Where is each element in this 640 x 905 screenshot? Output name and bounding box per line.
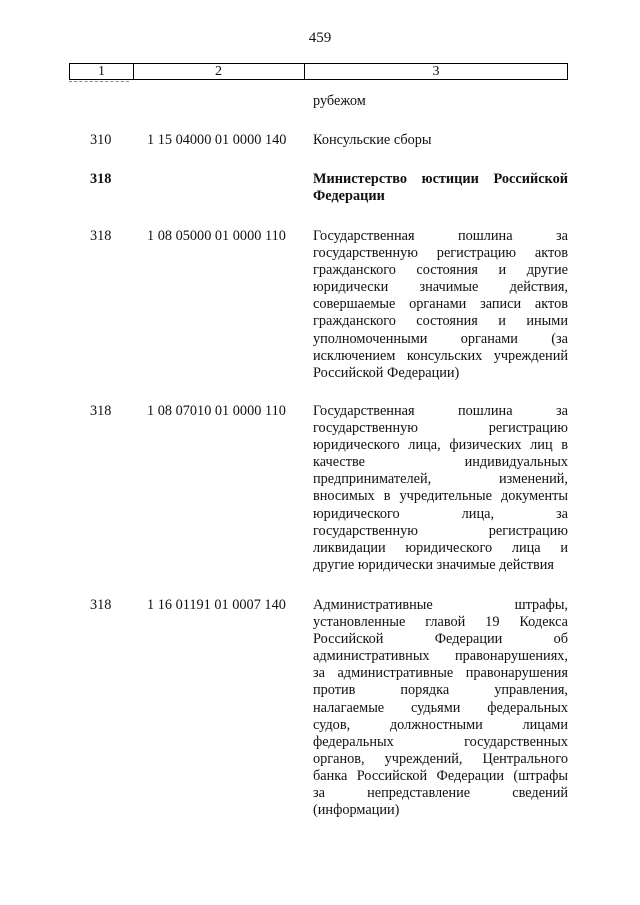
description-line: Государственная пошлина за bbox=[313, 403, 568, 419]
continuation-text: рубежом bbox=[313, 93, 366, 109]
description-line: вносимых в учредительные документы bbox=[313, 488, 568, 505]
header-col-2: 2 bbox=[133, 64, 305, 79]
row-admin-code: 318 bbox=[90, 171, 112, 187]
header-col-1: 1 bbox=[70, 64, 134, 79]
description-line: установленные главой 19 Кодекса bbox=[313, 614, 568, 631]
description-line: федеральных государственных bbox=[313, 733, 568, 750]
description-line: другие юридически значимые действия bbox=[313, 556, 554, 573]
description-line: государственную регистрацию актов bbox=[313, 245, 568, 262]
description-line: Административные штрафы, bbox=[313, 597, 568, 613]
description-line: юридического лица, физических лиц в bbox=[313, 437, 568, 454]
row-description bbox=[313, 228, 568, 382]
description-line: Федерации bbox=[313, 188, 385, 205]
table-header bbox=[69, 63, 568, 80]
row-description bbox=[313, 132, 568, 149]
description-line: исключением консульских учреждений bbox=[313, 347, 568, 364]
description-line: Консульские сборы bbox=[313, 132, 432, 148]
description-line: ликвидации юридического лица и bbox=[313, 539, 568, 556]
row-admin-code: 318 bbox=[90, 228, 112, 244]
row-admin-code: 318 bbox=[90, 403, 112, 419]
description-line: государственную регистрацию bbox=[313, 420, 568, 437]
header-underline-dash bbox=[69, 81, 129, 83]
row-revenue-code: 1 16 01191 01 0007 140 bbox=[147, 597, 286, 613]
description-line: Государственная пошлина за bbox=[313, 228, 568, 244]
description-line: налагаемые судьями федеральных bbox=[313, 699, 568, 716]
description-line: качестве индивидуальных bbox=[313, 454, 568, 471]
page-number: 459 bbox=[308, 30, 332, 46]
description-line: банка Российской Федерации (штрафы bbox=[313, 767, 568, 784]
ministry-heading bbox=[313, 171, 568, 205]
description-line: юридического лица, за bbox=[313, 505, 568, 522]
description-line: Министерство юстиции Российской bbox=[313, 171, 568, 187]
description-line: судов, должностными лицами bbox=[313, 716, 568, 733]
row-description bbox=[313, 597, 568, 819]
description-line: административных правонарушениях, bbox=[313, 648, 568, 665]
row-revenue-code: 1 08 07010 01 0000 110 bbox=[147, 403, 286, 419]
description-line: против порядка управления, bbox=[313, 682, 568, 699]
description-line: предпринимателей, изменений, bbox=[313, 471, 568, 488]
description-line: за непредставление сведений bbox=[313, 785, 568, 802]
description-line: органов, учреждений, Центрального bbox=[313, 750, 568, 767]
row-revenue-code: 1 08 05000 01 0000 110 bbox=[147, 228, 286, 244]
description-line: уполномоченными органами (за bbox=[313, 330, 568, 347]
description-line: Российской Федерации об bbox=[313, 631, 568, 648]
row-description bbox=[313, 403, 568, 574]
description-line: совершаемые органами записи актов bbox=[313, 296, 568, 313]
row-admin-code: 310 bbox=[90, 132, 112, 148]
description-line: гражданского состояния и иными bbox=[313, 313, 568, 330]
description-line: (информации) bbox=[313, 802, 400, 819]
row-revenue-code: 1 15 04000 01 0000 140 bbox=[147, 132, 287, 148]
row-admin-code: 318 bbox=[90, 597, 112, 613]
description-line: за административные правонарушения bbox=[313, 665, 568, 682]
description-line: юридически значимые действия, bbox=[313, 279, 568, 296]
description-line: государственную регистрацию bbox=[313, 522, 568, 539]
description-line: Российской Федерации) bbox=[313, 364, 460, 381]
description-line: гражданского состояния и другие bbox=[313, 262, 568, 279]
header-col-3: 3 bbox=[432, 64, 440, 79]
